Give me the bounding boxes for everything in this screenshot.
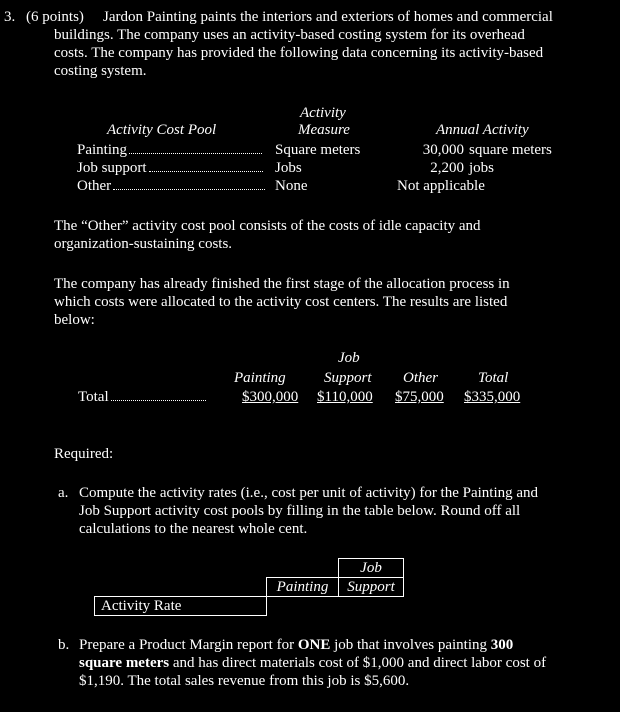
part-b-bold-300: 300 [490, 637, 514, 653]
job-header-2: Support [324, 370, 372, 386]
leader-dots [111, 399, 206, 401]
question-points: (6 points) [26, 9, 84, 25]
painting-rate-input[interactable] [266, 596, 339, 616]
qty-cell: 30,000 [422, 142, 464, 158]
table-row [77, 159, 272, 177]
table-row [77, 177, 272, 195]
part-b-text: Prepare a Product Margin report for [79, 637, 298, 653]
total-row-label: Total [78, 389, 109, 405]
intro-line-1: Jardon Painting paints the interiors and exteriors of homes and commercial [103, 9, 553, 25]
pool-name: Other [77, 178, 112, 194]
activity-rate-label-cell [94, 596, 267, 616]
painting-header-text: Painting [276, 579, 329, 595]
annual-activity-header: Annual Activity [436, 122, 529, 138]
part-b-line-3: $1,190. The total sales revenue from this job is $5,600. [79, 673, 410, 689]
allocation-note-line-1: The company has already finished the first stage of the allocation process in [54, 276, 510, 292]
measure-cell: None [275, 178, 308, 194]
leader-dots [113, 188, 265, 190]
total-header: Total [478, 370, 509, 386]
table-row [77, 141, 272, 159]
part-a-marker: a. [58, 485, 69, 501]
support-header-cell [338, 577, 404, 597]
activity-cost-pool-header: Activity Cost Pool [107, 122, 217, 138]
unit-cell: jobs [469, 160, 495, 176]
intro-line-3: costs. The company has provided the following data concerning its activity-based [54, 45, 544, 61]
job-header-1: Job [338, 350, 360, 366]
total-value: $335,000 [464, 389, 521, 405]
other-header: Other [403, 370, 438, 386]
part-b-line-2 [79, 654, 546, 672]
painting-value: $300,000 [242, 389, 299, 405]
other-note-line-1: The “Other” activity cost pool consists of the costs of idle capacity and [54, 218, 481, 234]
question-number: 3. [4, 9, 16, 25]
intro-line-4: costing system. [54, 63, 147, 79]
job-support-rate-input[interactable] [338, 596, 404, 616]
part-b-marker: b. [58, 637, 70, 653]
allocation-note-line-3: below: [54, 312, 95, 328]
table-row [78, 388, 206, 406]
part-b-bold-one: ONE [297, 637, 331, 653]
activity-rate-label: Activity Rate [101, 598, 182, 614]
measure-cell: Square meters [275, 142, 361, 158]
leader-dots [129, 152, 262, 154]
support-header-text: Support [347, 579, 395, 595]
not-applicable-cell: Not applicable [397, 178, 485, 194]
part-a-line-1: Compute the activity rates (i.e., cost per unit of activity) for the Painting and [79, 485, 539, 501]
part-a-line-2: Job Support activity cost pools by filling in the table below. Round off all [79, 503, 521, 519]
painting-header-cell [266, 577, 339, 597]
measure-cell: Jobs [275, 160, 302, 176]
pool-name: Job support [77, 160, 147, 176]
unit-cell: square meters [469, 142, 552, 158]
pool-name: Painting [77, 142, 128, 158]
activity-measure-header-2: Measure [298, 122, 350, 138]
allocation-note-line-2: which costs were allocated to the activity cost centers. The results are listed [54, 294, 508, 310]
part-b-line-1 [79, 636, 513, 654]
leader-dots [149, 170, 263, 172]
part-b-text: job that involves painting [330, 637, 491, 653]
job-support-value: $110,000 [317, 389, 373, 405]
job-header-text: Job [360, 560, 382, 576]
painting-header: Painting [234, 370, 286, 386]
required-label: Required: [54, 446, 114, 462]
activity-measure-header-1: Activity [300, 105, 346, 121]
qty-cell: 2,200 [430, 160, 464, 176]
job-header-cell [338, 558, 404, 578]
intro-line-2: buildings. The company uses an activity-based costing system for its overhead [54, 27, 525, 43]
other-value: $75,000 [395, 389, 444, 405]
part-a-line-3: calculations to the nearest whole cent. [79, 521, 308, 537]
other-note-line-2: organization-sustaining costs. [54, 236, 233, 252]
part-b-bold-square-meters: square meters [79, 655, 170, 671]
part-b-text: and has direct materials cost of $1,000 and direct labor cost of [169, 655, 547, 671]
